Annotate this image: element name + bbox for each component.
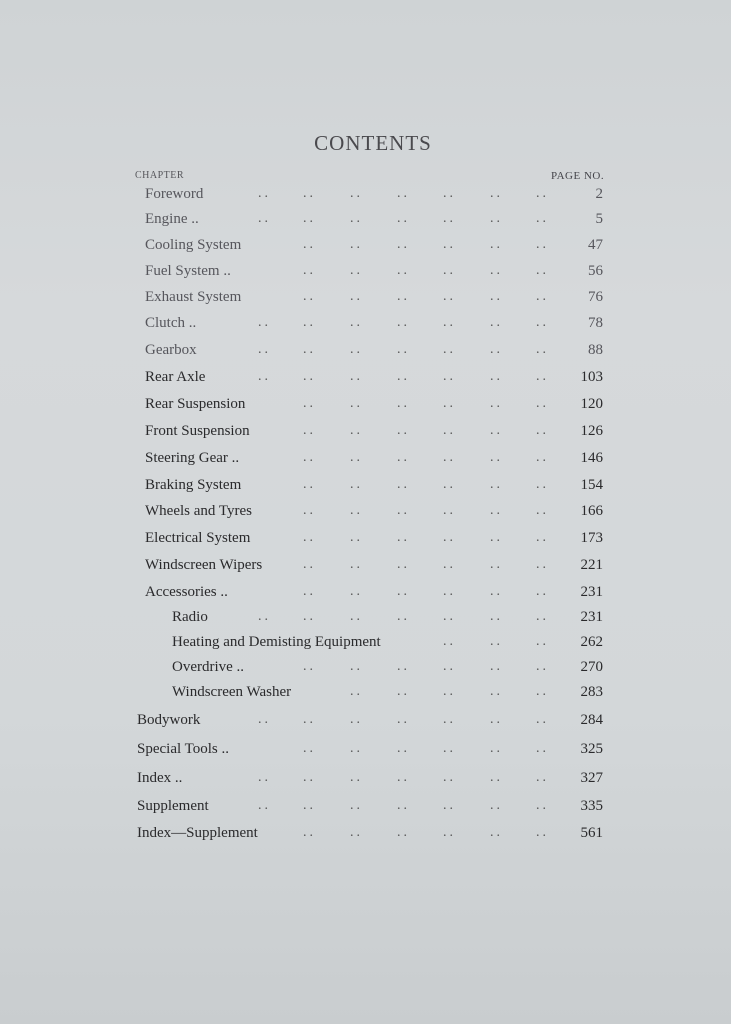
leader-dot: .. [443, 186, 456, 201]
toc-entry-label: Bodywork [137, 712, 201, 728]
leader-dots [0, 342, 731, 364]
leader-dot: .. [303, 584, 316, 599]
leader-dot: .. [490, 342, 503, 357]
toc-entry-label: Electrical System [145, 530, 251, 546]
leader-dot: .. [350, 609, 363, 624]
leader-dot: .. [443, 798, 456, 813]
leader-dot: .. [536, 798, 549, 813]
leader-dot: .. [303, 557, 316, 572]
leader-dot: .. [350, 450, 363, 465]
leader-dot: .. [490, 770, 503, 785]
leader-dot: .. [397, 237, 410, 252]
leader-dot: .. [397, 557, 410, 572]
leader-dot: .. [350, 770, 363, 785]
leader-dot: .. [303, 530, 316, 545]
leader-dots [0, 530, 731, 552]
toc-entry-page-number: 120 [580, 396, 603, 412]
leader-dot: .. [303, 211, 316, 226]
leader-dot: .. [350, 186, 363, 201]
leader-dot: .. [443, 634, 456, 649]
leader-dot: .. [490, 450, 503, 465]
leader-dots [0, 450, 731, 472]
leader-dot: .. [397, 342, 410, 357]
leader-dot: .. [490, 289, 503, 304]
leader-dot: .. [350, 289, 363, 304]
leader-dot: .. [443, 825, 456, 840]
toc-entry-label: Special Tools .. [137, 741, 229, 757]
toc-entry [0, 342, 731, 364]
toc-entry-label: Index .. [137, 770, 183, 786]
leader-dot: .. [397, 530, 410, 545]
leader-dot: .. [258, 342, 271, 357]
leader-dot: .. [443, 315, 456, 330]
leader-dot: .. [258, 609, 271, 624]
toc-entry [0, 186, 731, 208]
leader-dot: .. [350, 263, 363, 278]
leader-dot: .. [536, 712, 549, 727]
leader-dot: .. [536, 770, 549, 785]
toc-entry-page-number: 325 [580, 741, 603, 757]
leader-dot: .. [536, 396, 549, 411]
leader-dot: .. [350, 712, 363, 727]
leader-dot: .. [490, 659, 503, 674]
toc-entry-label: Heating and Demisting Equipment [172, 634, 381, 650]
leader-dot: .. [397, 263, 410, 278]
leader-dot: .. [443, 712, 456, 727]
leader-dot: .. [350, 530, 363, 545]
leader-dot: .. [397, 396, 410, 411]
leader-dot: .. [490, 557, 503, 572]
leader-dot: .. [350, 342, 363, 357]
leader-dot: .. [443, 770, 456, 785]
leader-dots [0, 634, 731, 656]
toc-entry-page-number: 231 [580, 609, 603, 625]
toc-entry [0, 659, 731, 681]
leader-dots [0, 237, 731, 259]
leader-dot: .. [536, 186, 549, 201]
leader-dot: .. [303, 712, 316, 727]
leader-dots [0, 712, 731, 734]
leader-dot: .. [350, 825, 363, 840]
toc-entry-page-number: 56 [588, 263, 603, 279]
toc-entry-label: Braking System [145, 477, 242, 493]
leader-dot: .. [258, 712, 271, 727]
toc-entry [0, 684, 731, 706]
leader-dot: .. [536, 237, 549, 252]
leader-dot: .. [397, 770, 410, 785]
leader-dot: .. [303, 369, 316, 384]
leader-dots [0, 584, 731, 606]
leader-dot: .. [490, 263, 503, 278]
leader-dot: .. [303, 342, 316, 357]
leader-dot: .. [303, 659, 316, 674]
leader-dot: .. [536, 211, 549, 226]
toc-entry-label: Wheels and Tyres [145, 503, 252, 519]
leader-dot: .. [490, 396, 503, 411]
leader-dot: .. [536, 609, 549, 624]
leader-dot: .. [443, 584, 456, 599]
leader-dot: .. [397, 315, 410, 330]
toc-entry-label: Supplement [137, 798, 209, 814]
leader-dot: .. [303, 798, 316, 813]
leader-dot: .. [536, 503, 549, 518]
leader-dots [0, 770, 731, 792]
toc-entry [0, 584, 731, 606]
toc-entry-page-number: 103 [580, 369, 603, 385]
leader-dot: .. [350, 741, 363, 756]
leader-dot: .. [490, 609, 503, 624]
leader-dot: .. [258, 211, 271, 226]
leader-dot: .. [443, 659, 456, 674]
toc-entry-label: Rear Axle [145, 369, 206, 385]
leader-dot: .. [443, 609, 456, 624]
leader-dot: .. [397, 211, 410, 226]
leader-dot: .. [536, 684, 549, 699]
leader-dot: .. [397, 684, 410, 699]
toc-entry-label: Foreword [145, 186, 204, 202]
toc-entry-page-number: 262 [580, 634, 603, 650]
leader-dots [0, 315, 731, 337]
toc-entry [0, 530, 731, 552]
leader-dot: .. [397, 741, 410, 756]
leader-dot: .. [536, 557, 549, 572]
leader-dot: .. [490, 237, 503, 252]
leader-dot: .. [443, 557, 456, 572]
leader-dot: .. [397, 423, 410, 438]
leader-dot: .. [303, 423, 316, 438]
leader-dots [0, 477, 731, 499]
leader-dots [0, 825, 731, 847]
leader-dots [0, 684, 731, 706]
leader-dot: .. [536, 289, 549, 304]
leader-dot: .. [443, 503, 456, 518]
toc-entry [0, 825, 731, 847]
toc-entry-label: Fuel System .. [145, 263, 231, 279]
leader-dot: .. [350, 798, 363, 813]
leader-dot: .. [397, 584, 410, 599]
leader-dot: .. [303, 315, 316, 330]
toc-entry-page-number: 221 [580, 557, 603, 573]
toc-entry-page-number: 76 [588, 289, 603, 305]
toc-entry [0, 315, 731, 337]
leader-dot: .. [397, 712, 410, 727]
leader-dots [0, 186, 731, 208]
leader-dot: .. [536, 263, 549, 278]
toc-entry-label: Gearbox [145, 342, 197, 358]
leader-dot: .. [536, 477, 549, 492]
leader-dot: .. [350, 396, 363, 411]
page-number-column-header: PAGE NO. [551, 170, 605, 182]
page-title: CONTENTS [314, 131, 432, 155]
toc-entry-label: Cooling System [145, 237, 242, 253]
leader-dot: .. [303, 503, 316, 518]
leader-dot: .. [397, 450, 410, 465]
toc-entry-label: Radio [172, 609, 208, 625]
leader-dots [0, 503, 731, 525]
leader-dot: .. [490, 369, 503, 384]
leader-dot: .. [536, 659, 549, 674]
leader-dot: .. [443, 211, 456, 226]
leader-dots [0, 289, 731, 311]
leader-dot: .. [443, 530, 456, 545]
leader-dot: .. [303, 237, 316, 252]
leader-dots [0, 741, 731, 763]
leader-dot: .. [536, 741, 549, 756]
leader-dot: .. [443, 237, 456, 252]
toc-entry-label: Overdrive .. [172, 659, 245, 675]
toc-entry-page-number: 284 [580, 712, 603, 728]
leader-dot: .. [490, 315, 503, 330]
leader-dot: .. [536, 315, 549, 330]
leader-dot: .. [258, 798, 271, 813]
leader-dot: .. [490, 634, 503, 649]
toc-entry [0, 712, 731, 734]
leader-dot: .. [490, 186, 503, 201]
toc-entry-page-number: 88 [588, 342, 603, 358]
leader-dot: .. [490, 825, 503, 840]
toc-entry-page-number: 154 [580, 477, 603, 493]
leader-dot: .. [490, 741, 503, 756]
leader-dot: .. [397, 503, 410, 518]
leader-dot: .. [303, 263, 316, 278]
leader-dot: .. [397, 186, 410, 201]
leader-dot: .. [350, 211, 363, 226]
leader-dot: .. [443, 289, 456, 304]
leader-dot: .. [536, 450, 549, 465]
leader-dot: .. [490, 530, 503, 545]
leader-dot: .. [536, 530, 549, 545]
leader-dots [0, 369, 731, 391]
leader-dot: .. [350, 503, 363, 518]
leader-dot: .. [397, 825, 410, 840]
toc-entry-page-number: 283 [580, 684, 603, 700]
leader-dot: .. [350, 477, 363, 492]
leader-dots [0, 798, 731, 820]
toc-entry-page-number: 166 [580, 503, 603, 519]
leader-dot: .. [443, 684, 456, 699]
toc-entry [0, 477, 731, 499]
toc-entry-page-number: 173 [580, 530, 603, 546]
leader-dot: .. [303, 609, 316, 624]
leader-dot: .. [303, 770, 316, 785]
leader-dot: .. [397, 477, 410, 492]
leader-dot: .. [350, 684, 363, 699]
leader-dot: .. [350, 557, 363, 572]
leader-dot: .. [443, 423, 456, 438]
leader-dot: .. [536, 369, 549, 384]
leader-dots [0, 609, 731, 631]
leader-dot: .. [350, 315, 363, 330]
toc-entry [0, 503, 731, 525]
toc-entry-page-number: 78 [588, 315, 603, 331]
leader-dot: .. [303, 825, 316, 840]
toc-entry [0, 450, 731, 472]
toc-entry-page-number: 146 [580, 450, 603, 466]
leader-dot: .. [397, 659, 410, 674]
leader-dot: .. [490, 423, 503, 438]
leader-dots [0, 396, 731, 418]
leader-dot: .. [443, 477, 456, 492]
leader-dot: .. [397, 369, 410, 384]
leader-dot: .. [443, 396, 456, 411]
leader-dot: .. [536, 584, 549, 599]
leader-dot: .. [303, 741, 316, 756]
toc-entry-page-number: 47 [588, 237, 603, 253]
leader-dot: .. [350, 659, 363, 674]
toc-entry-page-number: 270 [580, 659, 603, 675]
leader-dot: .. [490, 798, 503, 813]
toc-entry-label: Rear Suspension [145, 396, 246, 412]
toc-entry [0, 423, 731, 445]
leader-dot: .. [303, 477, 316, 492]
leader-dot: .. [443, 741, 456, 756]
leader-dot: .. [350, 237, 363, 252]
toc-entry-label: Front Suspension [145, 423, 250, 439]
toc-entry-label: Accessories .. [145, 584, 228, 600]
toc-entry [0, 211, 731, 233]
leader-dot: .. [443, 369, 456, 384]
leader-dots [0, 211, 731, 233]
toc-entry [0, 557, 731, 579]
leader-dot: .. [397, 609, 410, 624]
toc-entry-label: Windscreen Wipers [145, 557, 263, 573]
toc-entry [0, 369, 731, 391]
leader-dot: .. [490, 712, 503, 727]
leader-dot: .. [258, 315, 271, 330]
leader-dot: .. [350, 369, 363, 384]
toc-entry [0, 741, 731, 763]
toc-entry-label: Index—Supplement [137, 825, 258, 841]
leader-dot: .. [443, 450, 456, 465]
leader-dot: .. [490, 584, 503, 599]
leader-dot: .. [536, 825, 549, 840]
leader-dots [0, 263, 731, 285]
toc-entry [0, 634, 731, 656]
leader-dot: .. [350, 584, 363, 599]
leader-dot: .. [258, 770, 271, 785]
leader-dot: .. [536, 634, 549, 649]
toc-entry-page-number: 2 [595, 186, 603, 202]
toc-entry-label: Exhaust System [145, 289, 242, 305]
toc-entry [0, 396, 731, 418]
toc-entry [0, 609, 731, 631]
toc-entry-page-number: 561 [580, 825, 603, 841]
leader-dot: .. [490, 503, 503, 518]
toc-entry-page-number: 126 [580, 423, 603, 439]
toc-entry-label: Steering Gear .. [145, 450, 240, 466]
toc-entry-page-number: 335 [580, 798, 603, 814]
toc-entry-page-number: 231 [580, 584, 603, 600]
leader-dot: .. [303, 289, 316, 304]
leader-dot: .. [490, 211, 503, 226]
leader-dot: .. [303, 396, 316, 411]
leader-dot: .. [536, 423, 549, 438]
leader-dot: .. [303, 186, 316, 201]
chapter-column-header: CHAPTER [135, 170, 185, 181]
leader-dot: .. [397, 798, 410, 813]
leader-dot: .. [536, 342, 549, 357]
toc-entry [0, 237, 731, 259]
leader-dot: .. [303, 450, 316, 465]
toc-entry-page-number: 327 [580, 770, 603, 786]
toc-entry-label: Clutch .. [145, 315, 197, 331]
leader-dots [0, 423, 731, 445]
toc-entry [0, 770, 731, 792]
toc-entry-label: Windscreen Washer [172, 684, 292, 700]
toc-entry [0, 263, 731, 285]
toc-entry [0, 798, 731, 820]
leader-dot: .. [258, 369, 271, 384]
toc-entry-page-number: 5 [595, 211, 603, 227]
toc-entry-label: Engine .. [145, 211, 199, 227]
leader-dot: .. [490, 684, 503, 699]
leader-dot: .. [443, 263, 456, 278]
leader-dots [0, 659, 731, 681]
leader-dot: .. [443, 342, 456, 357]
leader-dot: .. [490, 477, 503, 492]
leader-dot: .. [397, 289, 410, 304]
toc-entry [0, 289, 731, 311]
leader-dot: .. [350, 423, 363, 438]
leader-dot: .. [258, 186, 271, 201]
leader-dots [0, 557, 731, 579]
